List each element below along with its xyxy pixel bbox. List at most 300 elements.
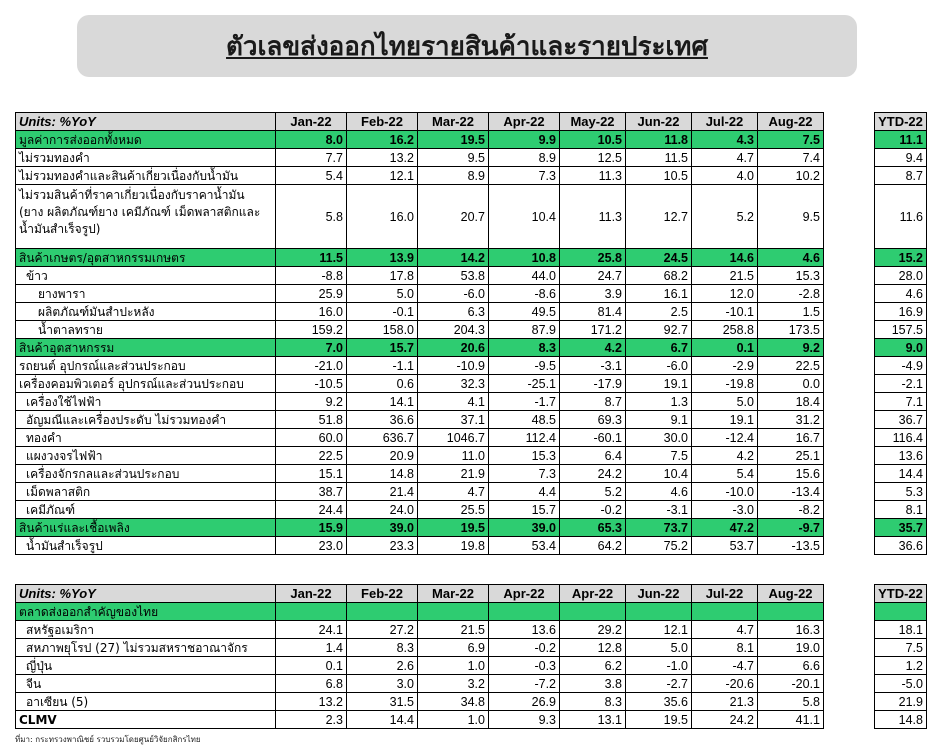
table-row <box>16 131 824 149</box>
market-export-ytd-table <box>874 584 927 729</box>
ytd-cell: 35.7 <box>875 519 927 537</box>
table-cell: 16.0 <box>347 185 418 249</box>
table-cell: 19.5 <box>418 519 489 537</box>
table-cell: 6.7 <box>626 339 692 357</box>
table-cell: -21.0 <box>276 357 347 375</box>
table-cell: 25.1 <box>758 447 824 465</box>
table-cell: 21.5 <box>418 621 489 639</box>
col-header: Jan-22 <box>276 585 347 603</box>
row-label: น้ำมันสำเร็จรูป <box>16 537 276 555</box>
table-cell: -20.1 <box>758 675 824 693</box>
table-cell: 7.7 <box>276 149 347 167</box>
table-cell: 21.9 <box>418 465 489 483</box>
col-header: Mar-22 <box>418 113 489 131</box>
table-cell: 47.2 <box>692 519 758 537</box>
table-cell: 4.6 <box>758 249 824 267</box>
table-cell: -9.7 <box>758 519 824 537</box>
table-cell: 12.5 <box>560 149 626 167</box>
col-header: Jun-22 <box>626 113 692 131</box>
col-header: Apr-22 <box>489 585 560 603</box>
table-cell: 53.7 <box>692 537 758 555</box>
table-row <box>16 303 824 321</box>
ytd-cell: 14.4 <box>875 465 927 483</box>
ytd-cell: 36.6 <box>875 537 927 555</box>
ytd-cell: -5.0 <box>875 675 927 693</box>
table-cell: 4.7 <box>418 483 489 501</box>
ytd-cell: -4.9 <box>875 357 927 375</box>
table-cell: 0.1 <box>692 339 758 357</box>
table-cell: 2.3 <box>276 711 347 729</box>
table-cell: 11.3 <box>560 167 626 185</box>
units-label: Units: %YoY <box>16 585 276 603</box>
table-cell: 8.9 <box>418 167 489 185</box>
row-label: ผลิตภัณฑ์มันสำปะหลัง <box>16 303 276 321</box>
col-header: Aug-22 <box>758 585 824 603</box>
table-cell: 0.1 <box>276 657 347 675</box>
table-cell: 41.1 <box>758 711 824 729</box>
table-cell: 6.6 <box>758 657 824 675</box>
ytd-cell: 1.2 <box>875 657 927 675</box>
table-row <box>16 711 824 729</box>
table-cell: 204.3 <box>418 321 489 339</box>
table-cell: 5.8 <box>276 185 347 249</box>
table-row <box>875 465 927 483</box>
table-cell: 38.7 <box>276 483 347 501</box>
table-row <box>875 483 927 501</box>
table-cell: 1.0 <box>418 711 489 729</box>
ytd-cell: 116.4 <box>875 429 927 447</box>
table-row <box>16 267 824 285</box>
table-cell: 49.5 <box>489 303 560 321</box>
table-cell: 35.6 <box>626 693 692 711</box>
table-row <box>16 285 824 303</box>
table-row <box>16 621 824 639</box>
table-cell: 7.3 <box>489 167 560 185</box>
ytd-cell: 21.9 <box>875 693 927 711</box>
table-row <box>875 321 927 339</box>
table-cell: -8.8 <box>276 267 347 285</box>
table-cell: 9.9 <box>489 131 560 149</box>
table-cell: 29.2 <box>560 621 626 639</box>
col-header: Mar-22 <box>418 585 489 603</box>
table-row <box>875 185 927 249</box>
table-cell: 1.5 <box>758 303 824 321</box>
table-cell: 14.4 <box>347 711 418 729</box>
row-label: เครื่องคอมพิวเตอร์ อุปกรณ์และส่วนประกอบ <box>16 375 276 393</box>
table-cell: 258.8 <box>692 321 758 339</box>
table-cell: 23.0 <box>276 537 347 555</box>
table-cell: 34.8 <box>418 693 489 711</box>
section-row <box>16 603 824 621</box>
table-cell: 5.0 <box>626 639 692 657</box>
table-cell: 12.0 <box>692 285 758 303</box>
row-label: จีน <box>16 675 276 693</box>
market-export-table <box>15 584 824 729</box>
table-row <box>16 185 824 249</box>
table-cell: 3.0 <box>347 675 418 693</box>
table-cell: 39.0 <box>489 519 560 537</box>
table-row <box>875 411 927 429</box>
table-cell: 21.5 <box>692 267 758 285</box>
table-cell: 73.7 <box>626 519 692 537</box>
table-cell: 6.2 <box>560 657 626 675</box>
table-cell: 22.5 <box>276 447 347 465</box>
table-cell: 5.4 <box>692 465 758 483</box>
section-row <box>875 603 927 621</box>
table-cell: -0.3 <box>489 657 560 675</box>
table-row <box>16 393 824 411</box>
table-cell: 9.2 <box>758 339 824 357</box>
row-label: สินค้าแร่และเชื้อเพลิง <box>16 519 276 537</box>
table-cell: 5.0 <box>692 393 758 411</box>
table-cell: -19.8 <box>692 375 758 393</box>
table-cell: 81.4 <box>560 303 626 321</box>
table-cell: 24.1 <box>276 621 347 639</box>
table-row <box>16 339 824 357</box>
title-banner <box>77 15 857 77</box>
table-cell: 15.1 <box>276 465 347 483</box>
table-cell: 9.5 <box>758 185 824 249</box>
row-label: สหรัฐอเมริกา <box>16 621 276 639</box>
ytd-cell: 7.5 <box>875 639 927 657</box>
table-cell: 5.4 <box>276 167 347 185</box>
col-header: Feb-22 <box>347 585 418 603</box>
table-cell: -8.2 <box>758 501 824 519</box>
row-label: สินค้าอุตสาหกรรม <box>16 339 276 357</box>
table-cell: 53.4 <box>489 537 560 555</box>
table-cell: -1.0 <box>626 657 692 675</box>
product-export-ytd-table <box>874 112 927 555</box>
table-cell: 12.8 <box>560 639 626 657</box>
table-cell: 10.5 <box>560 131 626 149</box>
col-header: Aug-22 <box>758 113 824 131</box>
table-cell: 26.9 <box>489 693 560 711</box>
table-row <box>16 429 824 447</box>
table-row <box>875 357 927 375</box>
table-cell: 20.7 <box>418 185 489 249</box>
ytd-cell: 11.1 <box>875 131 927 149</box>
table-cell: 12.1 <box>347 167 418 185</box>
table-cell: 4.7 <box>692 621 758 639</box>
table-cell: 31.5 <box>347 693 418 711</box>
table-cell: 1046.7 <box>418 429 489 447</box>
table-cell: -7.2 <box>489 675 560 693</box>
table-cell: 15.9 <box>276 519 347 537</box>
table-row <box>875 447 927 465</box>
table-cell: 8.3 <box>489 339 560 357</box>
table-cell: 7.5 <box>626 447 692 465</box>
section-label: ตลาดส่งออกสำคัญของไทย <box>16 603 276 621</box>
table-cell: 19.5 <box>418 131 489 149</box>
table-cell: 18.4 <box>758 393 824 411</box>
table-cell: 13.2 <box>347 149 418 167</box>
table-cell: 14.2 <box>418 249 489 267</box>
table-cell: 24.5 <box>626 249 692 267</box>
table-row <box>16 693 824 711</box>
page-title: ตัวเลขส่งออกไทยรายสินค้าและรายประเทศ <box>226 31 708 62</box>
table-cell: -2.7 <box>626 675 692 693</box>
table-cell: 4.4 <box>489 483 560 501</box>
table-row <box>16 537 824 555</box>
table-row <box>875 393 927 411</box>
table-cell: -60.1 <box>560 429 626 447</box>
table-row <box>16 149 824 167</box>
table-cell: 48.5 <box>489 411 560 429</box>
ytd-cell: 13.6 <box>875 447 927 465</box>
table-cell: 14.6 <box>692 249 758 267</box>
table-cell: 6.4 <box>560 447 626 465</box>
table-cell: 7.0 <box>276 339 347 357</box>
row-label: น้ำตาลทราย <box>16 321 276 339</box>
ytd-cell: 157.5 <box>875 321 927 339</box>
table-cell: 10.8 <box>489 249 560 267</box>
table-cell: 23.3 <box>347 537 418 555</box>
table-cell: 6.9 <box>418 639 489 657</box>
table-cell: 25.9 <box>276 285 347 303</box>
table-cell: -9.5 <box>489 357 560 375</box>
table-cell: -0.2 <box>489 639 560 657</box>
table-cell: -13.5 <box>758 537 824 555</box>
table-cell: 12.7 <box>626 185 692 249</box>
table-header-row <box>16 585 824 603</box>
table-cell: -6.0 <box>418 285 489 303</box>
row-label: อาเซียน (5) <box>16 693 276 711</box>
table-cell: 19.1 <box>692 411 758 429</box>
table-row <box>875 657 927 675</box>
table-cell: 13.6 <box>489 621 560 639</box>
table-cell: 4.7 <box>692 149 758 167</box>
table-row <box>875 711 927 729</box>
table-cell: -10.0 <box>692 483 758 501</box>
row-label: CLMV <box>16 711 276 729</box>
ytd-cell: 28.0 <box>875 267 927 285</box>
table-cell: 30.0 <box>626 429 692 447</box>
ytd-cell: 8.1 <box>875 501 927 519</box>
row-label: อัญมณีและเครื่องประดับ ไม่รวมทองคำ <box>16 411 276 429</box>
table-cell: -6.0 <box>626 357 692 375</box>
table-cell: 24.2 <box>692 711 758 729</box>
table-cell: 7.3 <box>489 465 560 483</box>
ytd-header: YTD-22 <box>875 585 927 603</box>
table-row <box>875 249 927 267</box>
table-cell: 24.0 <box>347 501 418 519</box>
table-cell: 3.9 <box>560 285 626 303</box>
col-header: Apr-22 <box>560 585 626 603</box>
table-row <box>875 621 927 639</box>
table-row <box>875 167 927 185</box>
row-label: ไม่รวมสินค้าที่ราคาเกี่ยวเนื่องกับราคาน้ำมัน (ยาง ผลิตภัณฑ์ยาง เคมีภัณฑ์ เม็ดพลาสติกและน้ำมันสำเร็จรูป) <box>16 185 276 249</box>
ytd-cell: 4.6 <box>875 285 927 303</box>
table-cell: 25.5 <box>418 501 489 519</box>
table-row <box>16 675 824 693</box>
table-cell: 8.3 <box>560 693 626 711</box>
table-cell: 53.8 <box>418 267 489 285</box>
table-cell: -2.9 <box>692 357 758 375</box>
table-cell: 11.5 <box>276 249 347 267</box>
table-cell: 9.3 <box>489 711 560 729</box>
table-cell: 36.6 <box>347 411 418 429</box>
table-cell: 11.3 <box>560 185 626 249</box>
table-row <box>875 285 927 303</box>
table-cell: -8.6 <box>489 285 560 303</box>
table-row <box>875 537 927 555</box>
table-cell: 8.9 <box>489 149 560 167</box>
table-cell: 37.1 <box>418 411 489 429</box>
table-cell: 60.0 <box>276 429 347 447</box>
table-cell: 9.2 <box>276 393 347 411</box>
table-cell: 15.3 <box>758 267 824 285</box>
table-cell: 31.2 <box>758 411 824 429</box>
table-row <box>16 167 824 185</box>
table-cell: -25.1 <box>489 375 560 393</box>
table-row <box>875 131 927 149</box>
table-row <box>875 501 927 519</box>
table-cell: 8.7 <box>560 393 626 411</box>
table-cell: 173.5 <box>758 321 824 339</box>
row-label: รถยนต์ อุปกรณ์และส่วนประกอบ <box>16 357 276 375</box>
table-cell: -12.4 <box>692 429 758 447</box>
table-cell: 20.6 <box>418 339 489 357</box>
table-cell: -10.9 <box>418 357 489 375</box>
table-cell: 17.8 <box>347 267 418 285</box>
table-row <box>875 267 927 285</box>
table-row <box>875 675 927 693</box>
table-cell: 39.0 <box>347 519 418 537</box>
table-row <box>875 303 927 321</box>
product-export-table <box>15 112 824 555</box>
table-cell: 92.7 <box>626 321 692 339</box>
table-row <box>16 357 824 375</box>
ytd-cell: 9.4 <box>875 149 927 167</box>
table-row <box>16 519 824 537</box>
table-cell: 12.1 <box>626 621 692 639</box>
table-cell: 7.5 <box>758 131 824 149</box>
table-cell: 8.1 <box>692 639 758 657</box>
table-cell: 171.2 <box>560 321 626 339</box>
ytd-cell: 14.8 <box>875 711 927 729</box>
table-header-row <box>16 113 824 131</box>
table-row <box>16 321 824 339</box>
table-cell: 5.8 <box>758 693 824 711</box>
table-row <box>16 657 824 675</box>
col-header: Jul-22 <box>692 113 758 131</box>
table-cell: 4.2 <box>560 339 626 357</box>
table-cell: 16.2 <box>347 131 418 149</box>
ytd-cell: 11.6 <box>875 185 927 249</box>
row-label: ยางพารา <box>16 285 276 303</box>
table-cell: 7.4 <box>758 149 824 167</box>
table-cell: 27.2 <box>347 621 418 639</box>
row-label: ข้าว <box>16 267 276 285</box>
table-cell: 6.3 <box>418 303 489 321</box>
col-header: Jul-22 <box>692 585 758 603</box>
table-row <box>875 339 927 357</box>
table-cell: 1.3 <box>626 393 692 411</box>
table-cell: -1.7 <box>489 393 560 411</box>
ytd-cell: 5.3 <box>875 483 927 501</box>
table-cell: 5.2 <box>692 185 758 249</box>
table-cell: 13.1 <box>560 711 626 729</box>
ytd-cell: 18.1 <box>875 621 927 639</box>
col-header: Jun-22 <box>626 585 692 603</box>
table-cell: -10.1 <box>692 303 758 321</box>
col-header: Apr-22 <box>489 113 560 131</box>
table-cell: 1.0 <box>418 657 489 675</box>
table-cell: 10.4 <box>489 185 560 249</box>
table-cell: -0.1 <box>347 303 418 321</box>
table-cell: 16.3 <box>758 621 824 639</box>
table-cell: 0.0 <box>758 375 824 393</box>
table-cell: -10.5 <box>276 375 347 393</box>
table-cell: 9.5 <box>418 149 489 167</box>
table-cell: -13.4 <box>758 483 824 501</box>
table-cell: 24.7 <box>560 267 626 285</box>
table-cell: 65.3 <box>560 519 626 537</box>
table-cell: 11.8 <box>626 131 692 149</box>
row-label: ไม่รวมทองคำ <box>16 149 276 167</box>
table-cell: 8.0 <box>276 131 347 149</box>
table-cell: 24.4 <box>276 501 347 519</box>
table-cell: 69.3 <box>560 411 626 429</box>
table-row <box>875 375 927 393</box>
table-cell: 19.1 <box>626 375 692 393</box>
table-cell: -3.0 <box>692 501 758 519</box>
table-row <box>16 249 824 267</box>
col-header: Jan-22 <box>276 113 347 131</box>
table-cell: 0.6 <box>347 375 418 393</box>
table-cell: -3.1 <box>560 357 626 375</box>
table-cell: 112.4 <box>489 429 560 447</box>
table-cell: 15.3 <box>489 447 560 465</box>
table-cell: -4.7 <box>692 657 758 675</box>
row-label: แผงวงจรไฟฟ้า <box>16 447 276 465</box>
row-label: ทองคำ <box>16 429 276 447</box>
row-label: สหภาพยุโรป (27) ไม่รวมสหราชอาณาจักร <box>16 639 276 657</box>
col-header: May-22 <box>560 113 626 131</box>
row-label: เคมีภัณฑ์ <box>16 501 276 519</box>
row-label: เม็ดพลาสติก <box>16 483 276 501</box>
table-cell: 2.6 <box>347 657 418 675</box>
table-cell: 16.0 <box>276 303 347 321</box>
ytd-cell: 15.2 <box>875 249 927 267</box>
table-cell: 32.3 <box>418 375 489 393</box>
ytd-cell: 36.7 <box>875 411 927 429</box>
table-row <box>16 483 824 501</box>
table-cell: 10.5 <box>626 167 692 185</box>
table-cell: 4.0 <box>692 167 758 185</box>
row-label: สินค้าเกษตร/อุตสาหกรรมเกษตร <box>16 249 276 267</box>
table-cell: 14.8 <box>347 465 418 483</box>
row-label: เครื่องใช้ไฟฟ้า <box>16 393 276 411</box>
table-cell: 1.4 <box>276 639 347 657</box>
table-cell: 13.2 <box>276 693 347 711</box>
table-cell: 68.2 <box>626 267 692 285</box>
table-cell: 21.3 <box>692 693 758 711</box>
table-row <box>875 149 927 167</box>
table-row <box>16 639 824 657</box>
table-cell: -2.8 <box>758 285 824 303</box>
table-cell: 16.1 <box>626 285 692 303</box>
col-header: Feb-22 <box>347 113 418 131</box>
table-row <box>875 693 927 711</box>
table-cell: 10.4 <box>626 465 692 483</box>
table-cell: 19.8 <box>418 537 489 555</box>
table-cell: 25.8 <box>560 249 626 267</box>
table-row <box>16 501 824 519</box>
table-cell: 5.2 <box>560 483 626 501</box>
table-cell: -3.1 <box>626 501 692 519</box>
row-label: เครื่องจักรกลและส่วนประกอบ <box>16 465 276 483</box>
